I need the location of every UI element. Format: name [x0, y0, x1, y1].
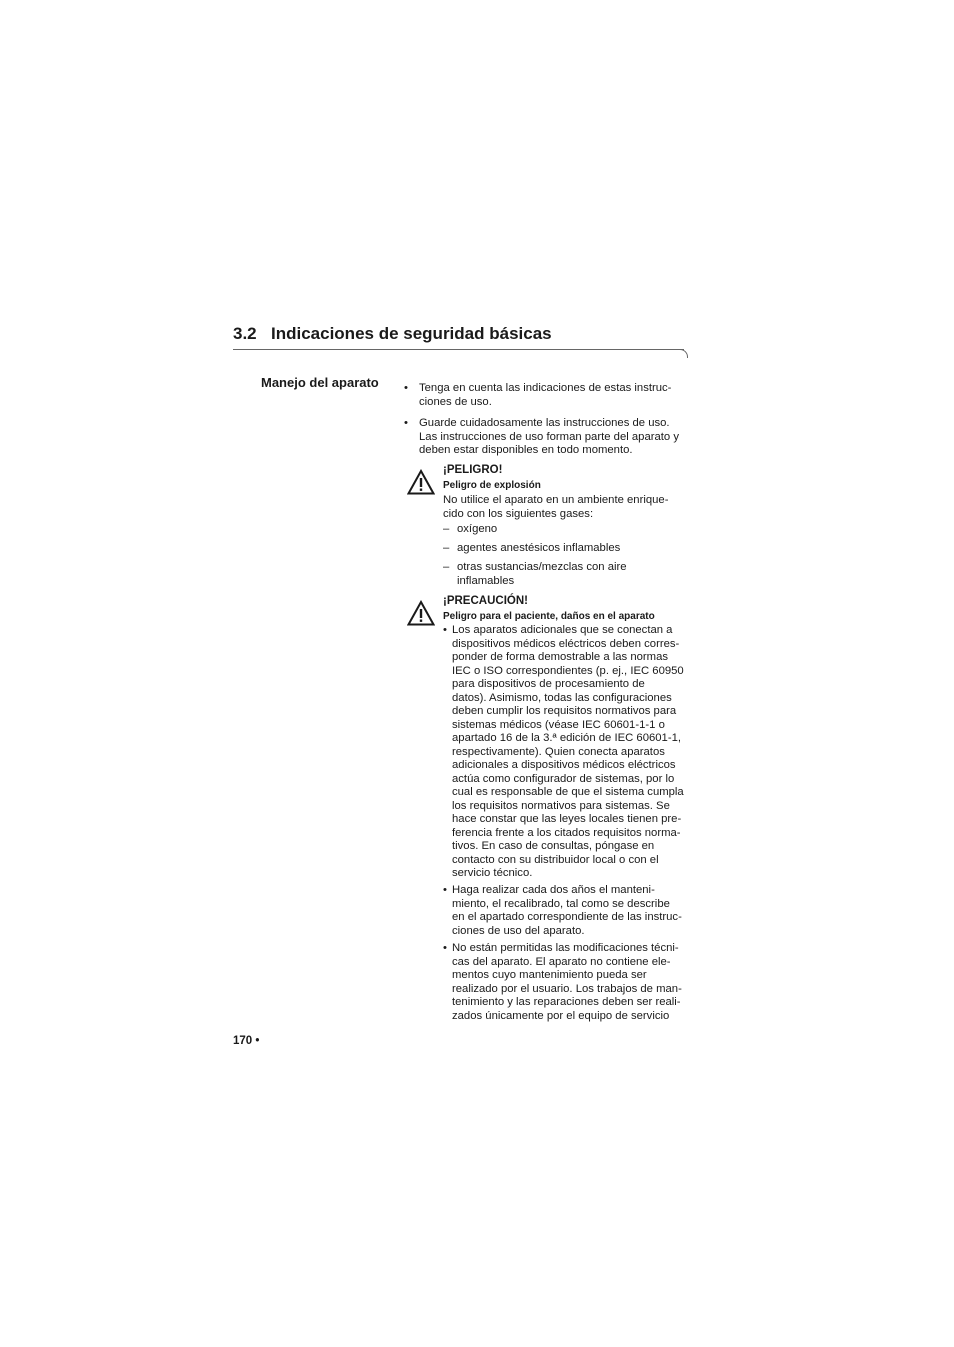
section-rule-corner	[678, 349, 688, 358]
text-line: actúa como configurador de sistemas, por lo	[452, 772, 675, 785]
text-line: Las instrucciones de uso forman parte del aparato y	[419, 430, 679, 443]
item-text	[452, 884, 682, 938]
text-line: ciones de uso del aparato.	[452, 924, 585, 937]
text-line: cas del aparato. El aparato no contiene ele-	[452, 955, 671, 968]
bullet-mark: •	[404, 417, 408, 429]
item-text	[457, 523, 497, 537]
dash-mark: –	[443, 523, 450, 535]
text-line: Tenga en cuenta las indicaciones de estas instruc-	[419, 382, 672, 394]
bullet-text	[419, 382, 671, 409]
bullet-mark: •	[443, 624, 447, 636]
side-heading: Manejo del aparato	[261, 375, 379, 390]
text-line: los requisitos normativos para sistemas. Se	[452, 799, 670, 812]
section-title-text: Indicaciones de seguridad básicas	[271, 324, 552, 343]
text-line: zados únicamente por el equipo de servicio	[452, 1009, 670, 1022]
section-number: 3.2	[233, 324, 257, 343]
text-line: servicio técnico.	[452, 867, 533, 879]
dash-mark: –	[443, 542, 450, 554]
text-line: respectivamente). Quien conecta aparatos	[452, 745, 665, 758]
text-line: apartado 16 de la 3.ª edición de IEC 60601-1,	[452, 732, 682, 744]
text-line: deben cumplir los requisitos normativos para	[452, 705, 677, 717]
bullet-text	[419, 417, 679, 458]
bullet-mark: •	[404, 382, 408, 394]
text-line: sistemas médicos (véase IEC 60601-1-1 o	[452, 718, 665, 731]
item-text	[452, 942, 682, 1023]
text-line: ponder de forma demostrable a las normas	[452, 651, 669, 663]
warning-triangle-icon	[407, 469, 435, 495]
text-line: agentes anestésicos inflamables	[457, 542, 621, 554]
text-line: datos). Asimismo, todas las configuraciones	[452, 691, 672, 704]
text-line: realizado por el usuario. Los trabajos de man-	[452, 982, 682, 995]
text-line: tenimiento y las reparaciones deben ser reali-	[452, 996, 681, 1008]
dash-mark: –	[443, 561, 450, 573]
text-line: adicionales a dispositivos médicos eléctricos	[452, 759, 676, 771]
section-title	[233, 324, 552, 344]
text-line: hace constar que las leyes locales tienen pre-	[452, 813, 682, 825]
page-number: 170 •	[233, 1035, 260, 1047]
text-line: ciones de uso.	[419, 395, 492, 408]
text-line: tivos. En caso de consultas, póngase en	[452, 840, 655, 852]
item-text	[457, 561, 627, 588]
text-line: deben estar disponibles en todo momento.	[419, 444, 633, 456]
text-line: oxígeno	[457, 523, 498, 535]
text-line: Guarde cuidadosamente las instrucciones de uso.	[419, 417, 670, 429]
text-line: No utilice el aparato en un ambiente enrique-	[443, 494, 669, 506]
item-text	[457, 542, 620, 556]
text-line: otras sustancias/mezclas con aire	[457, 561, 627, 573]
danger-title: ¡PELIGRO!	[443, 464, 503, 476]
text-line: No están permitidas las modificaciones técni-	[452, 942, 679, 954]
caution-subtitle: Peligro para el paciente, daños en el aparato	[443, 611, 655, 622]
text-line: dispositivos médicos eléctricos deben corres-	[452, 637, 680, 650]
text-line: mentos cuyo mantenimiento pueda ser	[452, 969, 647, 981]
text-line: para dispositivos de procesamiento de	[452, 678, 645, 690]
bullet-mark: •	[443, 884, 447, 896]
item-text	[452, 624, 684, 881]
section-rule	[233, 349, 684, 350]
text-line: cido con los siguientes gases:	[443, 507, 594, 520]
text-line: miento, el recalibrado, tal como se describe	[452, 897, 670, 910]
text-line: Los aparatos adicionales que se conectan a	[452, 624, 673, 636]
caution-title: ¡PRECAUCIÓN!	[443, 595, 528, 607]
danger-text	[443, 494, 668, 521]
text-line: contacto con su distribuidor local o con el	[452, 853, 659, 866]
bullet-mark: •	[443, 942, 447, 954]
text-line: en el apartado correspondiente de las instruc-	[452, 911, 682, 923]
text-line: ferencia frente a los citados requisitos norma-	[452, 826, 681, 839]
text-line: Haga realizar cada dos años el manteni-	[452, 884, 655, 896]
warning-triangle-icon	[407, 600, 435, 626]
text-line: inflamables	[457, 574, 515, 587]
danger-subtitle: Peligro de explosión	[443, 480, 541, 491]
text-line: cual es responsable de que el sistema cumpla	[452, 786, 684, 798]
text-line: IEC o ISO correspondientes (p. ej., IEC 60950	[452, 664, 684, 677]
